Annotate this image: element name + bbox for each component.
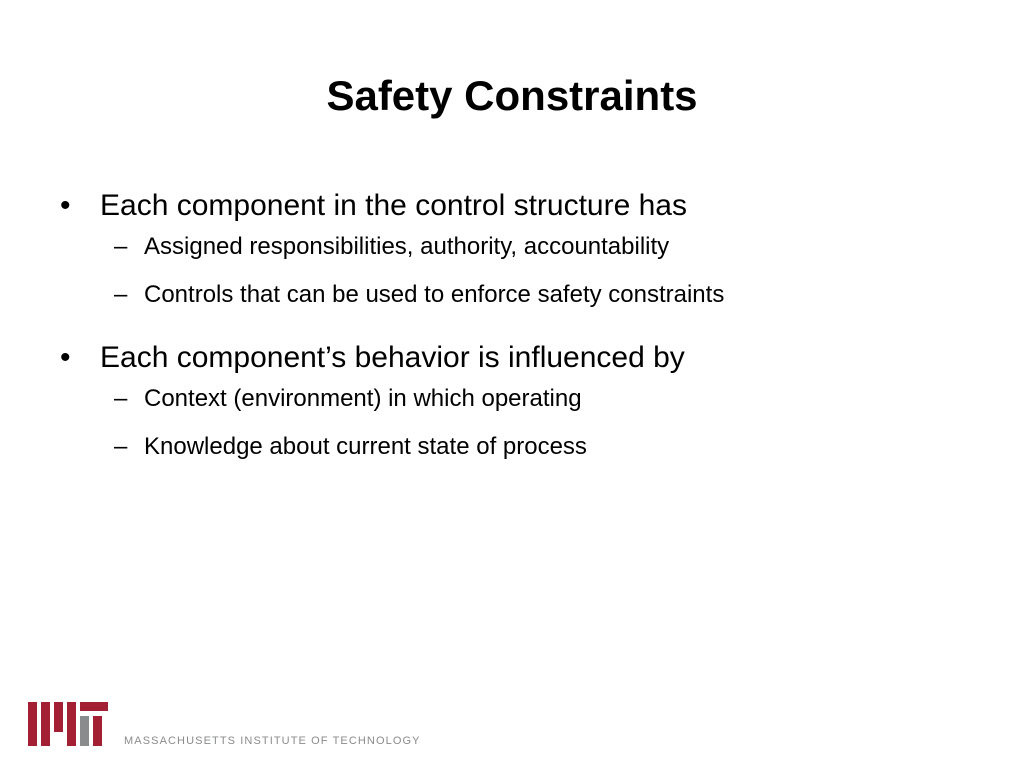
- sub-bullet-text: Knowledge about current state of process: [144, 433, 587, 460]
- sub-bullet-marker: –: [114, 233, 128, 260]
- bullet-item: [58, 186, 998, 226]
- sub-bullet-marker: –: [114, 281, 128, 308]
- sub-bullet-item: [114, 384, 998, 414]
- bullet-text: Each component’s behavior is influenced by: [100, 341, 685, 374]
- slide-title: Safety Constraints: [326, 72, 698, 119]
- sub-bullet-text: Controls that can be used to enforce safety constraints: [144, 281, 725, 308]
- sub-bullet-item: [114, 232, 998, 262]
- institute-name: MASSACHUSETTS INSTITUTE OF TECHNOLOGY: [124, 735, 421, 747]
- sub-bullet-item: [114, 432, 998, 462]
- sub-bullet-text: Assigned responsibilities, authority, accountability: [144, 233, 670, 260]
- bullet-group-1: [58, 186, 998, 310]
- bullet-text: Each component in the control structure has: [100, 189, 687, 222]
- bullet-list: [58, 186, 998, 490]
- sub-bullet-list: [58, 384, 998, 462]
- sub-bullet-marker: –: [114, 433, 128, 460]
- mit-logo-icon: [28, 702, 108, 746]
- sub-bullet-list: [58, 232, 998, 310]
- sub-bullet-marker: –: [114, 385, 128, 412]
- bullet-marker: •: [60, 189, 71, 222]
- bullet-item: [58, 338, 998, 378]
- sub-bullet-item: [114, 280, 998, 310]
- bullet-group-2: [58, 338, 998, 462]
- sub-bullet-text: Context (environment) in which operating: [144, 385, 582, 412]
- bullet-marker: •: [60, 341, 71, 374]
